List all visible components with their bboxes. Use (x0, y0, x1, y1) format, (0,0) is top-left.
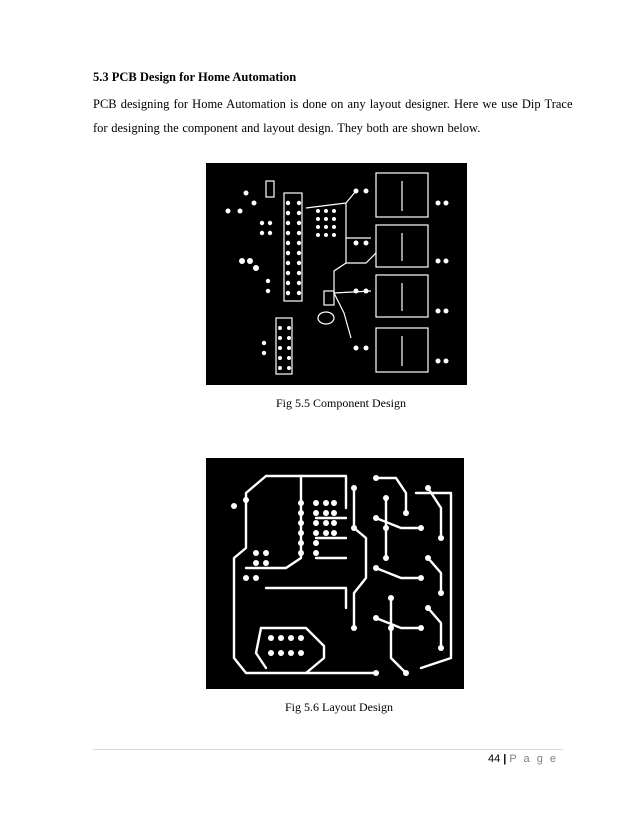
section-heading: 5.3 PCB Design for Home Automation (93, 70, 297, 84)
page-number: 44 (488, 753, 501, 765)
paragraph-line-1: PCB designing for Home Automation is done on any layout designer. Here we use Dip Trace (93, 97, 573, 111)
component-design-image (206, 163, 467, 385)
figure-caption-component-design: Fig 5.5 Component Design (276, 396, 407, 410)
figure-caption-layout-design: Fig 5.6 Layout Design (285, 700, 393, 714)
layout-design-image (206, 458, 464, 689)
page-footer (488, 753, 558, 765)
page-label: P a g e (509, 753, 558, 765)
footer-separator: | (503, 753, 507, 765)
paragraph-line-2: for designing the component and layout design. They both are shown below. (93, 121, 481, 135)
footer-divider (93, 749, 563, 750)
